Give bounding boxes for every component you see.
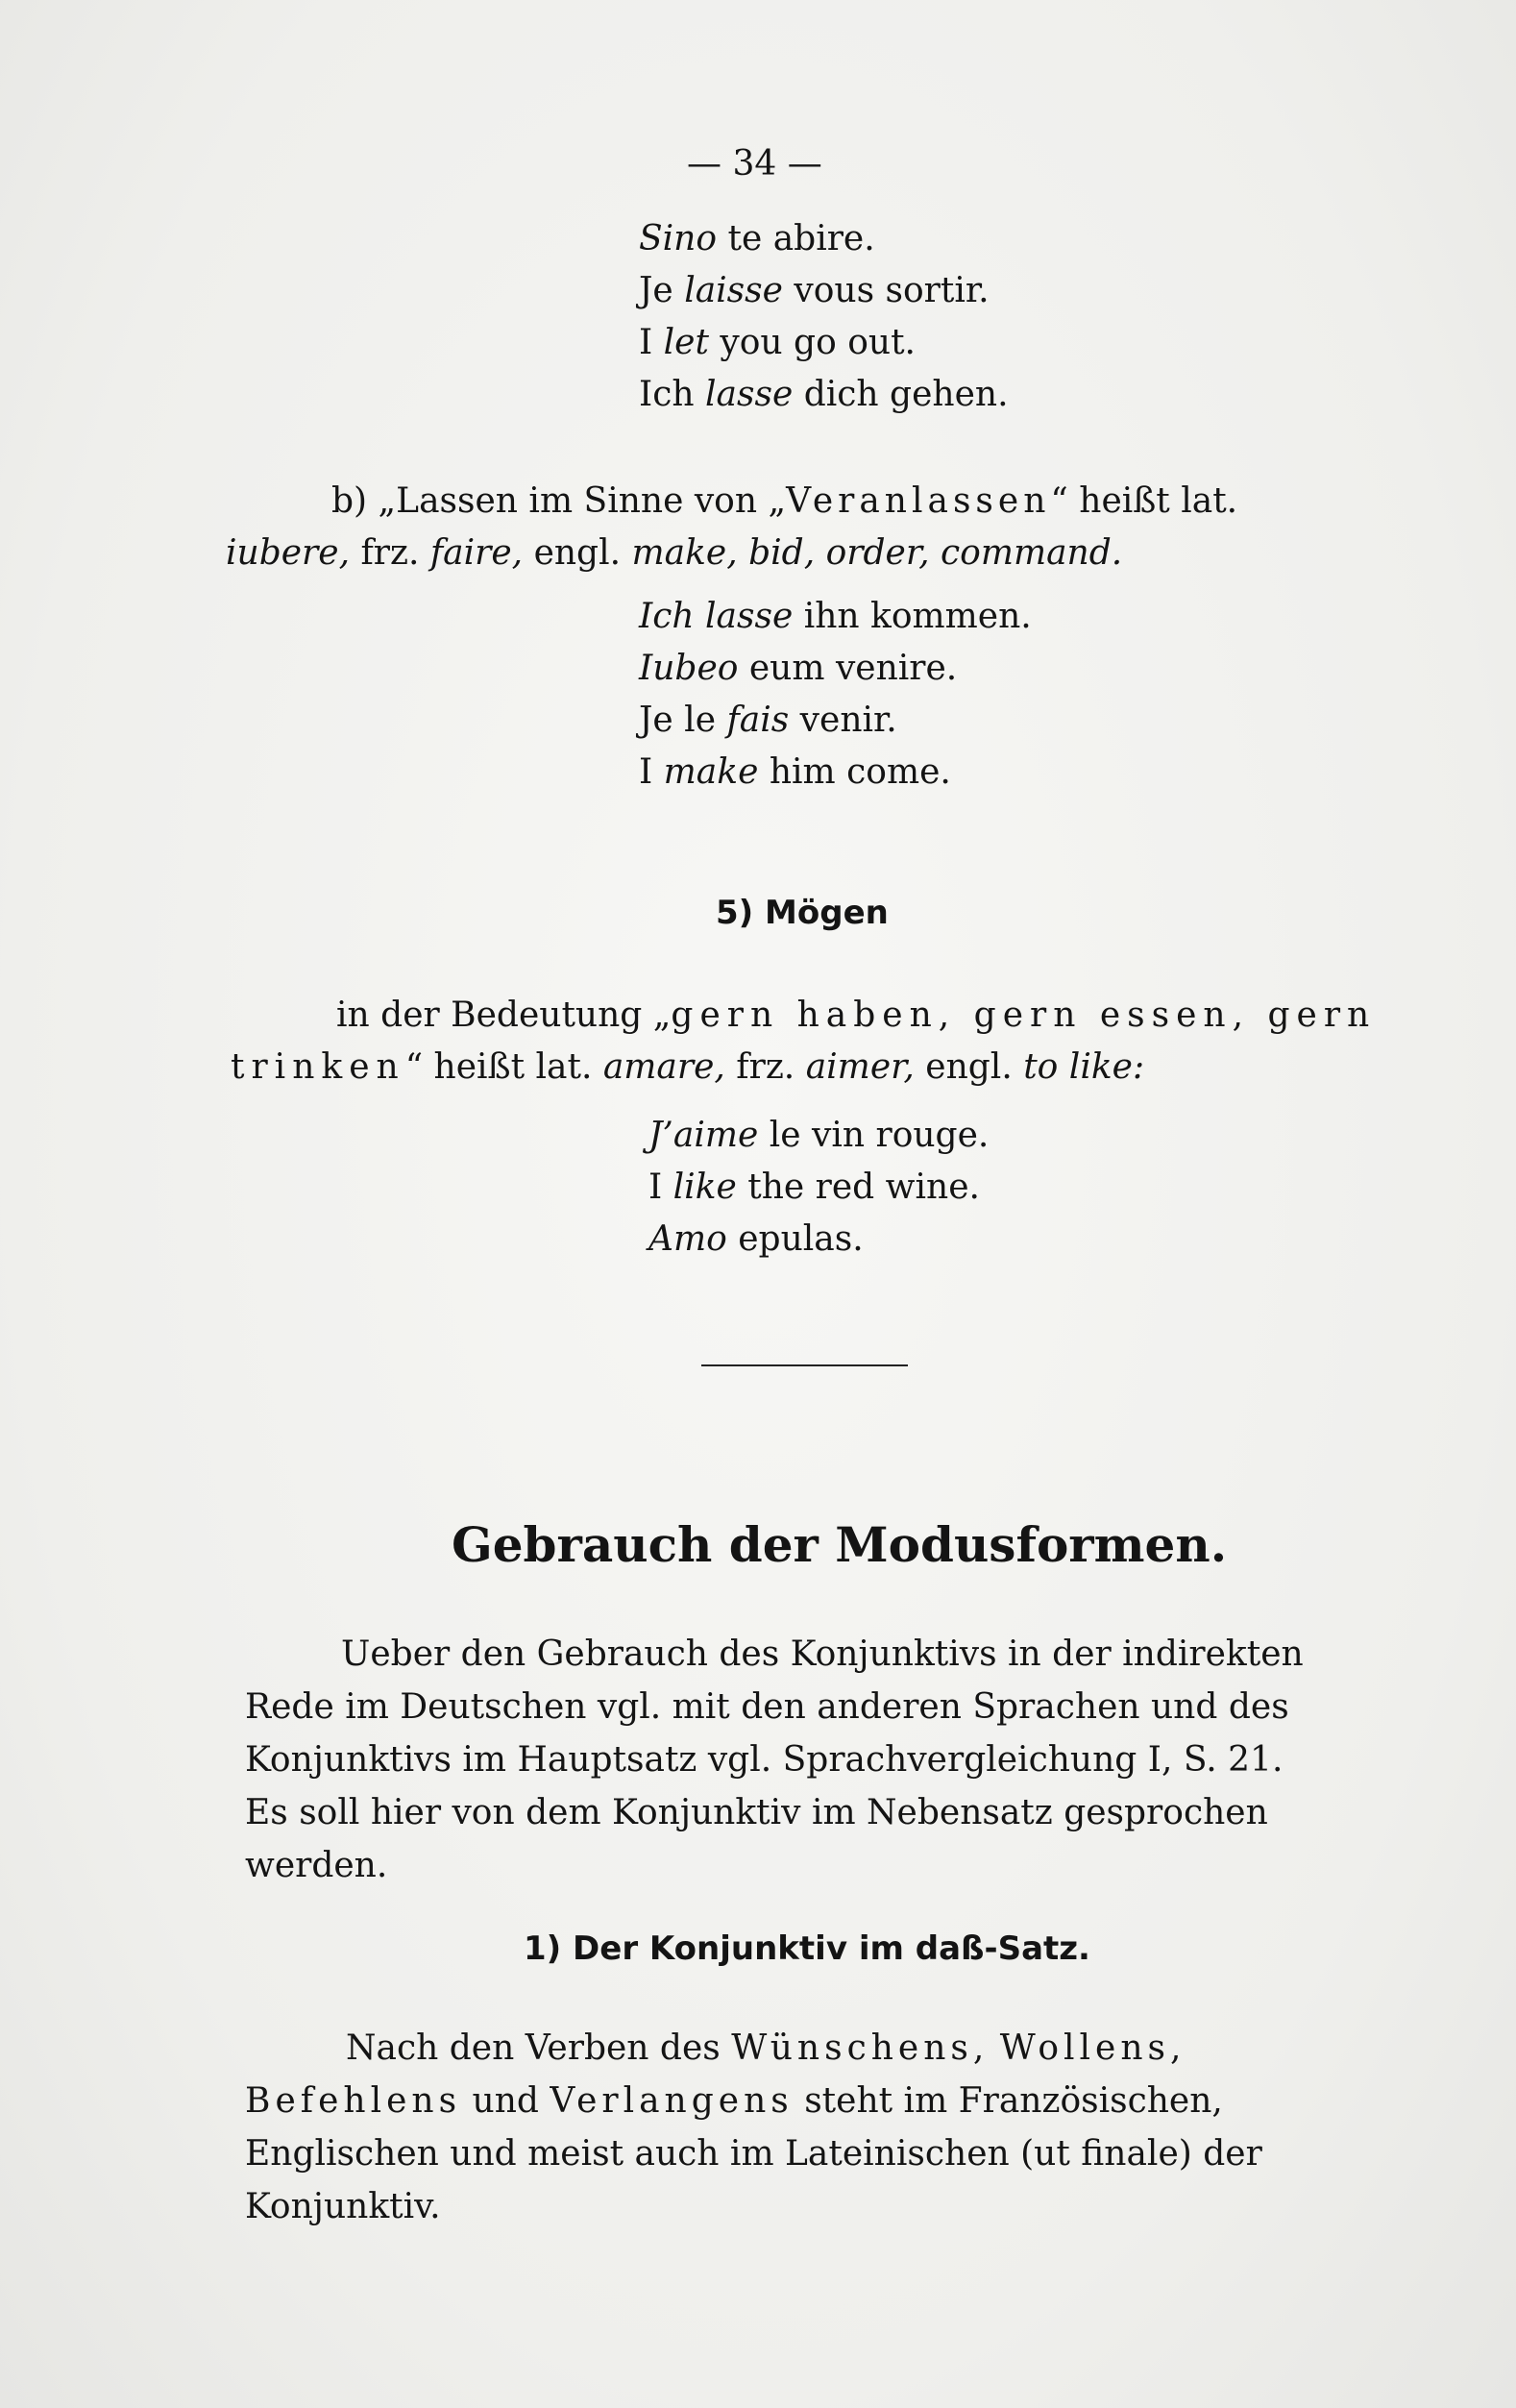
section-b-line1: b) „Lassen im Sinne von „Veranlassen“ heißt lat. [331,481,1238,521]
main-heading: Gebrauch der Modusformen. [452,1516,1228,1573]
section-5-line1: in der Bedeutung „gern haben, gern essen, gern [336,995,1377,1035]
section-5-heading: 5) Mögen [716,894,889,932]
section-b-line2: iubere, frz. faire, engl. make, bid, order, command. [226,533,1123,573]
paragraph-line: Es soll hier von dem Konjunktiv im Nebensatz gesprochen [245,1793,1268,1832]
page-number: — 34 — [687,144,822,184]
section-5-line2: trinken“ heißt lat. amare, frz. aimer, engl. to like: [231,1047,1145,1087]
example-line: Amo epulas. [648,1219,864,1259]
example-line: I make him come. [639,752,951,792]
section-divider [701,1364,908,1366]
example-line: Je laisse vous sortir. [639,271,990,310]
example-line: J’aime le vin rouge. [648,1116,990,1155]
example-line: Ich lasse ihn kommen. [639,597,1032,636]
example-line: Sino te abire. [639,219,875,258]
paragraph-line: Ueber den Gebrauch des Konjunktivs in der indirekten [341,1634,1304,1674]
paragraph-line: Befehlens und Verlangens steht im Französischen, [245,2081,1223,2121]
paragraph-line: werden. [245,1846,388,1885]
example-line: Iubeo eum venire. [639,649,958,688]
paragraph-line: Nach den Verben des Wünschens, Wollens, [346,2028,1186,2068]
example-line: I let you go out. [639,323,916,362]
paragraph-line: Konjunktiv. [245,2187,441,2226]
example-line: Ich lasse dich gehen. [639,375,1009,414]
paragraph-line: Rede im Deutschen vgl. mit den anderen Sprachen und des [245,1687,1289,1727]
example-line: Je le fais venir. [639,700,897,740]
paragraph-line: Konjunktivs im Hauptsatz vgl. Sprachvergleichung I, S. 21. [245,1740,1284,1780]
example-line: I like the red wine. [648,1167,980,1207]
subsection-heading: 1) Der Konjunktiv im daß-Satz. [524,1929,1090,1968]
paragraph-line: Englischen und meist auch im Lateinischen (ut finale) der [245,2134,1262,2174]
